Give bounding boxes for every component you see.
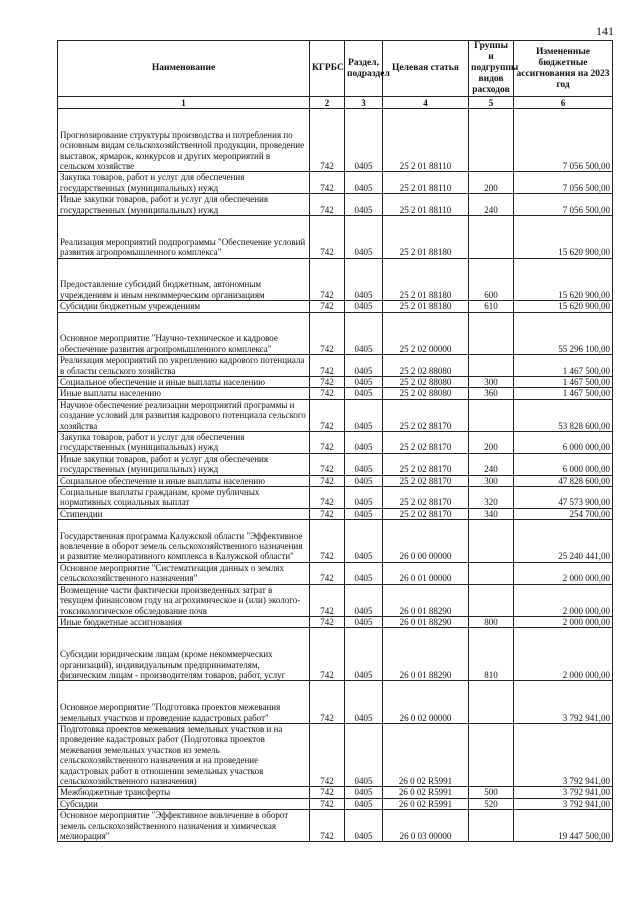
row-expense-type — [469, 216, 514, 259]
row-section: 0405 — [345, 216, 383, 259]
row-target: 25 2 02 88080 — [383, 377, 469, 388]
column-number: 6 — [514, 97, 613, 109]
row-name: Закупка товаров, работ и услуг для обеспечения государственных (муниципальных) нужд — [58, 172, 310, 194]
row-section: 0405 — [345, 312, 383, 355]
header-section: Раздел, подраздел — [345, 41, 383, 97]
column-number-row — [58, 97, 613, 109]
row-amount: 1 467 500,00 — [514, 377, 613, 388]
row-name: Субсидии юридическим лицам (кроме некоммерческих организаций), индивидуальным предпринимателям, физическим лицам - производителям товаров, работ, услуг — [58, 628, 310, 681]
row-amount: 19 447 500,00 — [514, 810, 613, 842]
row-kgrbs: 742 — [310, 258, 345, 301]
row-amount: 2 000 000,00 — [514, 562, 613, 584]
row-expense-type — [469, 723, 514, 786]
column-number: 4 — [383, 97, 469, 109]
table-row — [58, 798, 613, 809]
row-kgrbs: 742 — [310, 388, 345, 399]
row-target: 25 2 02 88170 — [383, 487, 469, 509]
table-row — [58, 377, 613, 388]
row-expense-type: 800 — [469, 616, 514, 627]
table-row — [58, 194, 613, 216]
row-expense-type — [469, 810, 514, 842]
row-expense-type: 240 — [469, 453, 514, 475]
row-amount: 2 000 000,00 — [514, 616, 613, 627]
row-target: 26 0 01 88290 — [383, 628, 469, 681]
row-amount: 7 056 500,00 — [514, 172, 613, 194]
row-name: Социальные выплаты гражданам, кроме публичных нормативных социальных выплат — [58, 487, 310, 509]
table-row — [58, 475, 613, 486]
table-row — [58, 432, 613, 454]
row-name: Межбюджетные трансферты — [58, 787, 310, 798]
row-target: 25 2 02 88080 — [383, 388, 469, 399]
table-row — [58, 109, 613, 172]
column-number: 5 — [469, 97, 514, 109]
row-expense-type — [469, 562, 514, 584]
column-number: 3 — [345, 97, 383, 109]
table-row — [58, 810, 613, 842]
row-kgrbs: 742 — [310, 453, 345, 475]
row-expense-type: 810 — [469, 628, 514, 681]
row-target: 26 0 02 00000 — [383, 681, 469, 724]
row-target: 25 2 01 88110 — [383, 172, 469, 194]
row-expense-type — [469, 399, 514, 431]
column-number: 1 — [58, 97, 310, 109]
header-target: Целевая статья — [383, 41, 469, 97]
row-kgrbs: 742 — [310, 194, 345, 216]
row-section: 0405 — [345, 475, 383, 486]
table-row — [58, 312, 613, 355]
row-amount: 7 056 500,00 — [514, 109, 613, 172]
row-kgrbs: 742 — [310, 681, 345, 724]
table-row — [58, 787, 613, 798]
row-expense-type: 520 — [469, 798, 514, 809]
header-amount: Измененные бюджетные ассигнования на 2023 год — [514, 41, 613, 97]
row-expense-type: 300 — [469, 475, 514, 486]
row-target: 26 0 02 R5991 — [383, 798, 469, 809]
row-kgrbs: 742 — [310, 562, 345, 584]
row-name: Закупка товаров, работ и услуг для обеспечения государственных (муниципальных) нужд — [58, 432, 310, 454]
budget-table — [57, 40, 613, 842]
row-kgrbs: 742 — [310, 475, 345, 486]
row-amount: 3 792 941,00 — [514, 798, 613, 809]
row-kgrbs: 742 — [310, 584, 345, 616]
row-name: Подготовка проектов межевания земельных участков и на проведение кадастровых работ (Подготовка проектов межевания земельных участков из земель сельскохозяйственного назначения и на проведение кадастровых работ в отношении земельных участков сельскохозяйственного назначения) — [58, 723, 310, 786]
row-target: 25 2 01 88180 — [383, 258, 469, 301]
row-target: 25 2 02 88170 — [383, 453, 469, 475]
row-name: Субсидии — [58, 798, 310, 809]
row-kgrbs: 742 — [310, 787, 345, 798]
row-amount: 2 000 000,00 — [514, 628, 613, 681]
row-expense-type — [469, 355, 514, 377]
row-name: Основное мероприятие "Систематизация данных о землях сельскохозяйственного назначения" — [58, 562, 310, 584]
row-target: 26 0 01 00000 — [383, 562, 469, 584]
row-section: 0405 — [345, 584, 383, 616]
row-target: 26 0 03 00000 — [383, 810, 469, 842]
row-amount: 254 700,00 — [514, 508, 613, 519]
table-row — [58, 399, 613, 431]
row-section: 0405 — [345, 487, 383, 509]
table-row — [58, 584, 613, 616]
row-target: 25 2 01 88180 — [383, 216, 469, 259]
row-section: 0405 — [345, 616, 383, 627]
row-target: 25 2 01 88110 — [383, 109, 469, 172]
row-expense-type: 600 — [469, 258, 514, 301]
row-amount: 55 296 100,00 — [514, 312, 613, 355]
table-row — [58, 616, 613, 627]
row-name: Прогнозирование структуры производства и потребления по основным видам сельскохозяйственной продукции, проведение выставок, ярмарок, конкурсов и других мероприятий в сельском хозяйстве — [58, 109, 310, 172]
row-expense-type: 320 — [469, 487, 514, 509]
table-row — [58, 388, 613, 399]
table-row — [58, 487, 613, 509]
row-expense-type — [469, 312, 514, 355]
row-kgrbs: 742 — [310, 487, 345, 509]
row-target: 25 2 02 88170 — [383, 508, 469, 519]
header-name: Наименование — [58, 41, 310, 97]
row-section: 0405 — [345, 520, 383, 563]
row-expense-type — [469, 520, 514, 563]
row-section: 0405 — [345, 399, 383, 431]
row-kgrbs: 742 — [310, 723, 345, 786]
row-expense-type — [469, 584, 514, 616]
row-kgrbs: 742 — [310, 355, 345, 377]
row-target: 25 2 02 88170 — [383, 399, 469, 431]
row-section: 0405 — [345, 681, 383, 724]
row-section: 0405 — [345, 377, 383, 388]
row-target: 26 0 01 88290 — [383, 616, 469, 627]
row-expense-type: 360 — [469, 388, 514, 399]
row-expense-type: 340 — [469, 508, 514, 519]
row-kgrbs: 742 — [310, 377, 345, 388]
row-kgrbs: 742 — [310, 432, 345, 454]
row-amount: 1 467 500,00 — [514, 355, 613, 377]
table-body — [58, 109, 613, 842]
row-expense-type: 240 — [469, 194, 514, 216]
row-target: 25 2 02 88080 — [383, 355, 469, 377]
row-target: 26 0 00 00000 — [383, 520, 469, 563]
row-section: 0405 — [345, 301, 383, 312]
row-name: Социальное обеспечение и иные выплаты населению — [58, 377, 310, 388]
row-name: Иные закупки товаров, работ и услуг для обеспечения государственных (муниципальных) нужд — [58, 194, 310, 216]
table-row — [58, 723, 613, 786]
row-section: 0405 — [345, 562, 383, 584]
row-kgrbs: 742 — [310, 312, 345, 355]
row-target: 25 2 02 88170 — [383, 475, 469, 486]
page-number: 141 — [596, 24, 614, 38]
row-amount: 3 792 941,00 — [514, 723, 613, 786]
row-name: Иные выплаты населению — [58, 388, 310, 399]
table-row — [58, 355, 613, 377]
table-row — [58, 216, 613, 259]
row-kgrbs: 742 — [310, 616, 345, 627]
table-row — [58, 453, 613, 475]
row-expense-type — [469, 681, 514, 724]
row-amount: 47 828 600,00 — [514, 475, 613, 486]
row-section: 0405 — [345, 508, 383, 519]
row-section: 0405 — [345, 109, 383, 172]
row-section: 0405 — [345, 258, 383, 301]
row-name: Основное мероприятие "Научно-техническое и кадровое обеспечение развития агропромышленного комплекса" — [58, 312, 310, 355]
row-expense-type: 610 — [469, 301, 514, 312]
row-name: Возмещение части фактически произведенных затрат в текущем финансовом году на агрохимическое и (или) эколого-токсикологическое обследование почв — [58, 584, 310, 616]
row-name: Реализация мероприятий подпрограммы "Обеспечение условий развития агропромышленного комплекса" — [58, 216, 310, 259]
row-target: 25 2 01 88110 — [383, 194, 469, 216]
row-kgrbs: 742 — [310, 508, 345, 519]
row-amount: 1 467 500,00 — [514, 388, 613, 399]
row-section: 0405 — [345, 388, 383, 399]
table-row — [58, 562, 613, 584]
row-amount: 15 620 900,00 — [514, 216, 613, 259]
row-section: 0405 — [345, 172, 383, 194]
row-section: 0405 — [345, 810, 383, 842]
row-amount: 15 620 900,00 — [514, 258, 613, 301]
row-kgrbs: 742 — [310, 798, 345, 809]
row-name: Основное мероприятие "Подготовка проектов межевания земельных участков и проведение кадастровых работ" — [58, 681, 310, 724]
row-section: 0405 — [345, 355, 383, 377]
row-name: Стипендии — [58, 508, 310, 519]
row-amount: 2 000 000,00 — [514, 584, 613, 616]
table-row — [58, 172, 613, 194]
table-row — [58, 301, 613, 312]
row-section: 0405 — [345, 798, 383, 809]
row-amount: 25 240 441,00 — [514, 520, 613, 563]
row-kgrbs: 742 — [310, 301, 345, 312]
header-groups: Группы и подгруппы видов расходов — [469, 41, 514, 97]
row-name: Субсидии бюджетным учреждениям — [58, 301, 310, 312]
row-kgrbs: 742 — [310, 520, 345, 563]
table-row — [58, 508, 613, 519]
row-name: Социальное обеспечение и иные выплаты населению — [58, 475, 310, 486]
column-number: 2 — [310, 97, 345, 109]
row-section: 0405 — [345, 628, 383, 681]
table-row — [58, 681, 613, 724]
table-row — [58, 520, 613, 563]
row-amount: 7 056 500,00 — [514, 194, 613, 216]
table-row — [58, 628, 613, 681]
row-target: 26 0 01 88290 — [383, 584, 469, 616]
table-row — [58, 258, 613, 301]
header-kgrbs: КГРБС — [310, 41, 345, 97]
row-section: 0405 — [345, 432, 383, 454]
row-amount: 3 792 941,00 — [514, 787, 613, 798]
row-name: Иные закупки товаров, работ и услуг для обеспечения государственных (муниципальных) нужд — [58, 453, 310, 475]
row-amount: 47 573 900,00 — [514, 487, 613, 509]
row-section: 0405 — [345, 723, 383, 786]
row-kgrbs: 742 — [310, 172, 345, 194]
row-amount: 6 000 000,00 — [514, 453, 613, 475]
header-row — [58, 41, 613, 97]
row-name: Реализация мероприятий по укреплению кадрового потенциала в области сельского хозяйства — [58, 355, 310, 377]
row-section: 0405 — [345, 787, 383, 798]
row-amount: 15 620 900,00 — [514, 301, 613, 312]
row-amount: 6 000 000,00 — [514, 432, 613, 454]
row-expense-type — [469, 109, 514, 172]
row-target: 25 2 02 00000 — [383, 312, 469, 355]
row-amount: 3 792 941,00 — [514, 681, 613, 724]
row-target: 26 0 02 R5991 — [383, 787, 469, 798]
row-kgrbs: 742 — [310, 810, 345, 842]
row-expense-type: 200 — [469, 172, 514, 194]
row-name: Научное обеспечение реализации мероприятий программы и создание условий для развития кадрового потенциала сельского хозяйства — [58, 399, 310, 431]
row-target: 25 2 01 88180 — [383, 301, 469, 312]
row-kgrbs: 742 — [310, 628, 345, 681]
row-section: 0405 — [345, 194, 383, 216]
row-name: Иные бюджетные ассигнования — [58, 616, 310, 627]
row-target: 26 0 02 R5991 — [383, 723, 469, 786]
row-target: 25 2 02 88170 — [383, 432, 469, 454]
row-amount: 53 828 600,00 — [514, 399, 613, 431]
row-name: Государственная программа Калужской области "Эффективное вовлечение в оборот земель сельскохозяйственного назначения и развитие мелиоративного комплекса в Калужской области" — [58, 520, 310, 563]
row-expense-type: 200 — [469, 432, 514, 454]
row-kgrbs: 742 — [310, 109, 345, 172]
row-name: Основное мероприятие "Эффективное вовлечение в оборот земель сельскохозяйственного назначения и химическая мелиорация" — [58, 810, 310, 842]
row-section: 0405 — [345, 453, 383, 475]
row-expense-type: 300 — [469, 377, 514, 388]
row-kgrbs: 742 — [310, 399, 345, 431]
row-expense-type: 500 — [469, 787, 514, 798]
row-name: Предоставление субсидий бюджетным, автономным учреждениям и иным некоммерческим организациям — [58, 258, 310, 301]
row-kgrbs: 742 — [310, 216, 345, 259]
